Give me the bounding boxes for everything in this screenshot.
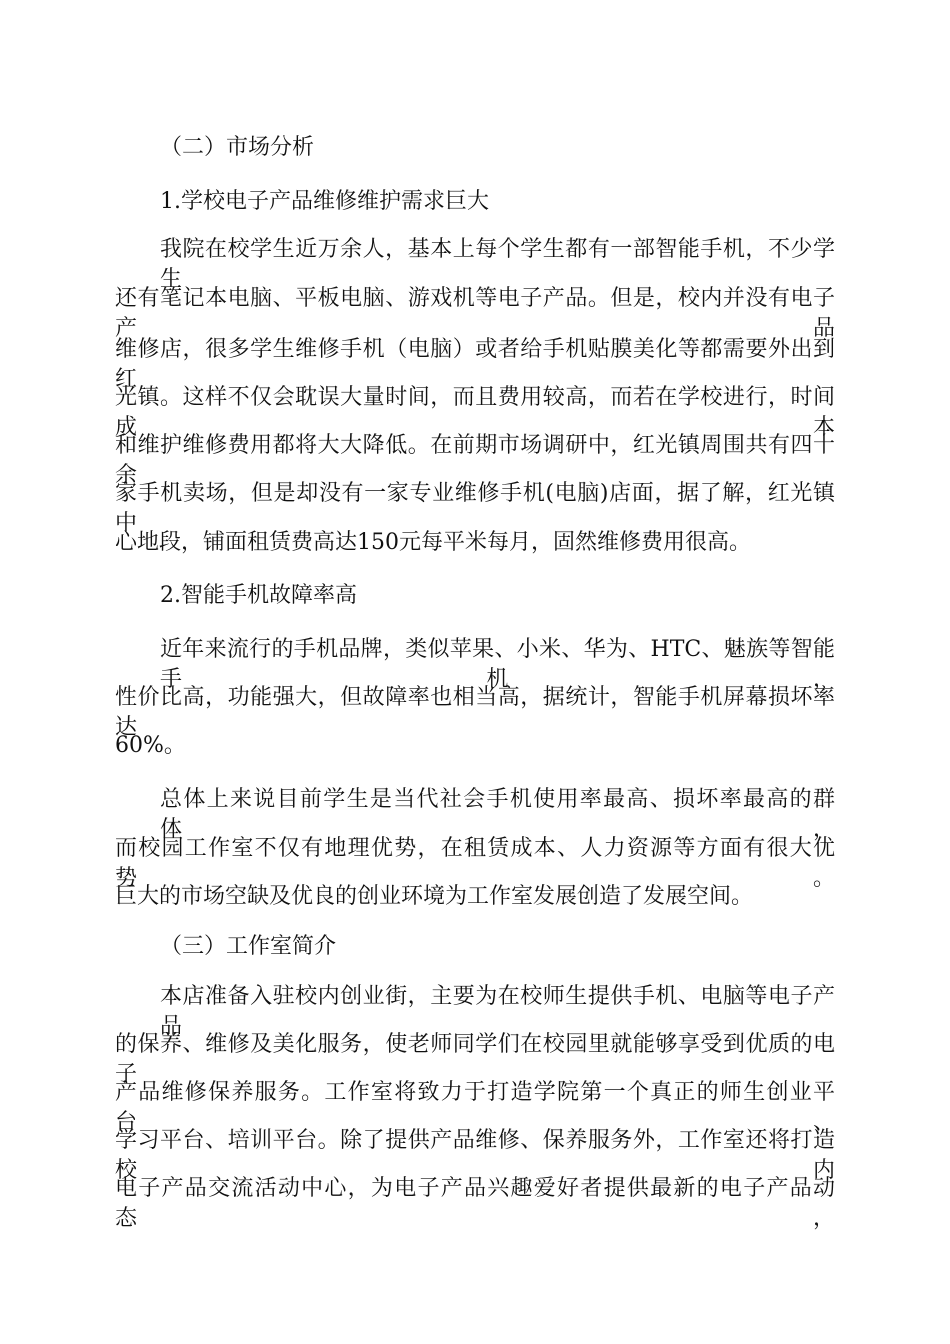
paragraph-line: 我院在校学生近万余人，基本上每个学生都有一部智能手机，不少学生: [160, 237, 835, 292]
paragraph-line: 的保养、维修及美化服务，使老师同学们在校园里就能够享受到优质的电子: [115, 1032, 835, 1087]
paragraph-line: 维修店，很多学生维修手机（电脑）或者给手机贴膜美化等都需要外出到红: [115, 337, 835, 392]
section-heading: （二）市场分析: [160, 135, 315, 160]
paragraph-line: 还有笔记本电脑、平板电脑、游戏机等电子产品。但是，校内并没有电子产品: [115, 286, 835, 341]
paragraph-line: 本店准备入驻校内创业街，主要为在校师生提供手机、电脑等电子产品: [160, 984, 835, 1039]
paragraph-line: 60%。: [115, 733, 186, 758]
paragraph-line: 产品维修保养服务。工作室将致力于打造学院第一个真正的师生创业平台、: [115, 1080, 835, 1135]
paragraph-line: 而校园工作室不仅有地理优势，在租赁成本、人力资源等方面有很大优势。: [115, 836, 835, 891]
paragraph-line: 心地段，铺面租赁费高达150元每平米每月，固然维修费用很高。: [115, 530, 751, 555]
paragraph-line: 家手机卖场，但是却没有一家专业维修手机(电脑)店面，据了解，红光镇中: [115, 481, 835, 536]
paragraph-line: 性价比高，功能强大，但故障率也相当高，据统计，智能手机屏幕损坏率达: [115, 685, 835, 740]
paragraph-line: 总体上来说目前学生是当代社会手机使用率最高、损坏率最高的群体，: [160, 787, 835, 842]
paragraph-line: 学习平台、培训平台。除了提供产品维修、保养服务外，工作室还将打造校内: [115, 1128, 835, 1183]
paragraph-line: 电子产品交流活动中心，为电子产品兴趣爱好者提供最新的电子产品动态，: [115, 1176, 835, 1231]
paragraph-line: 光镇。这样不仅会耽误大量时间，而且费用较高，而若在学校进行，时间成本: [115, 385, 835, 440]
section-heading: 1.学校电子产品维修维护需求巨大: [160, 189, 489, 214]
section-heading: 2.智能手机故障率高: [160, 583, 357, 608]
paragraph-line: 和维护维修费用都将大大降低。在前期市场调研中，红光镇周围共有四十余: [115, 433, 835, 488]
section-heading: （三）工作室简介: [160, 934, 337, 959]
paragraph-line: 近年来流行的手机品牌，类似苹果、小米、华为、HTC、魅族等智能手机，: [160, 637, 835, 692]
paragraph-line: 巨大的市场空缺及优良的创业环境为工作室发展创造了发展空间。: [115, 884, 754, 909]
